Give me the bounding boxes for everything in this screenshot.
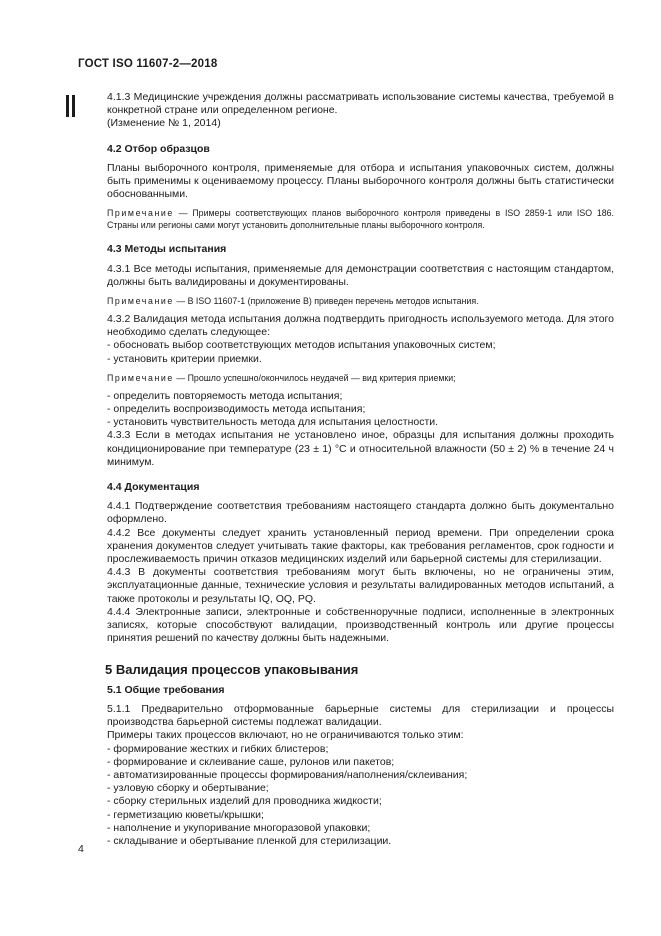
list-item: - установить критерии приемки. [107, 352, 262, 365]
list-item: - сборку стерильных изделий для проводника жидкости; [107, 795, 382, 808]
clause-4-4-4: 4.4.4 Электронные записи, электронные и собственноручные подписи, исполненные в электронных записях, которые способствуют валидации, производственный контроль или другие процессы принятия решений по качеству должны быть надежными. [107, 605, 614, 645]
clause-4-4-1: 4.4.1 Подтверждение соответствия требованиям настоящего стандарта должно быть документально оформлено. [107, 500, 614, 526]
list-item: - определить воспроизводимость метода испытания; [107, 403, 366, 416]
list-item: - герметизацию кюветы/крышки; [107, 808, 264, 821]
clause-4-4-2: 4.4.2 Все документы следует хранить установленный период времени. При определении срока хранения документов следует учитывать такие факторы, как требования регламентов, срок годности и прослеживаемость причин отказов медицинских изделий или барьерной системы для стерилизации. [107, 526, 614, 566]
list-item: - определить повторяемость метода испытания; [107, 389, 343, 402]
page-header-title: ГОСТ ISO 11607-2—2018 [78, 58, 218, 70]
note-text: — В ISO 11607-1 (приложение В) приведен перечень методов испытания. [173, 296, 479, 307]
list-item: - узловую сборку и обертывание; [107, 782, 269, 795]
list-item: - установить чувствительность метода для испытания целостности. [107, 416, 439, 429]
list-4-3-2-a [107, 339, 614, 365]
list-item: - формирование жестких и гибких блистеров; [107, 742, 329, 755]
list-4-3-2-b [107, 390, 614, 430]
note-label: Примечание [107, 296, 174, 307]
examples-intro: Примеры таких процессов включают, но не ограничиваются только этим: [107, 729, 464, 742]
clause-4-3-1: 4.3.1 Все методы испытания, применяемые для демонстрации соответствия с настоящим стандартом, должны быть валидированы и документированы. [107, 262, 614, 288]
list-item: - автоматизированные процессы формирования/наполнения/склеивания; [107, 768, 468, 781]
note-label: Примечание [107, 372, 174, 383]
heading-4-4: 4.4 Документация [107, 481, 200, 494]
list-item: - обосновать выбор соответствующих методов испытания упаковочных систем; [107, 339, 496, 352]
page-number: 4 [78, 843, 84, 855]
note-4-3-2 [107, 372, 614, 384]
change-bar-marker [66, 95, 75, 117]
clause-4-2-text: Планы выборочного контроля, применяемые для отбора и испытания упаковочных систем, должны быть применимы к оцениваемому процессу. Планы выборочного контроля должны быть статистически обоснованными. [107, 161, 614, 201]
note-text: — Прошло успешно/окончилось неудачей — вид критерия приемки; [173, 372, 456, 383]
amendment-note: (Изменение № 1, 2014) [107, 117, 221, 130]
clause-4-3-2: 4.3.2 Валидация метода испытания должна подтвердить пригодность используемого метода. Для этого необходимо сделать следующее: [107, 313, 614, 339]
note-4-2 [107, 207, 614, 231]
heading-5-1: 5.1 Общие требования [107, 683, 225, 696]
heading-5: 5 Валидация процессов упаковывания [105, 661, 359, 677]
note-label: Примечание [107, 208, 174, 219]
list-item: - формирование и склеивание саше, рулонов или пакетов; [107, 755, 395, 768]
list-5-1-1 [107, 743, 614, 849]
clause-4-4-3: 4.4.3 В документы соответствия требованиям могут быть включены, но не ограничены этим, эксплуатационные данные, технические условия и результаты валидированных методов испытаний, а также протоколы и результаты IQ, OQ, PQ. [107, 566, 614, 605]
list-item: - складывание и обертывание пленкой для стерилизации. [107, 834, 392, 847]
note-text: — Примеры соответствующих планов выборочного контроля приведены в ISO 2859-1 или ISO 186. Страны или регионы сами могут установить дополнительные планы выборочного контроля. [107, 208, 614, 231]
heading-4-2: 4.2 Отбор образцов [107, 142, 210, 155]
note-4-3-1 [107, 295, 614, 307]
clause-4-1-3: 4.1.3 Медицинские учреждения должны рассматривать использование системы качества, требуемой в конкретной стране или определенном регионе. [107, 91, 614, 117]
list-item: - наполнение и укупоривание многоразовой упаковки; [107, 821, 371, 834]
clause-4-3-3: 4.3.3 Если в методах испытания не установлено иное, образцы для испытания должны проходить кондиционирование при температуре (23 ± 1) °С и относительной влажности (50 ± 2) % в течение 24 ч минимум. [107, 429, 614, 468]
document-body [107, 91, 614, 848]
heading-4-3: 4.3 Методы испытания [107, 243, 227, 256]
clause-5-1-1: 5.1.1 Предварительно отформованные барьерные системы для стерилизации и процессы производства барьерной системы подлежат валидации. [107, 702, 614, 729]
